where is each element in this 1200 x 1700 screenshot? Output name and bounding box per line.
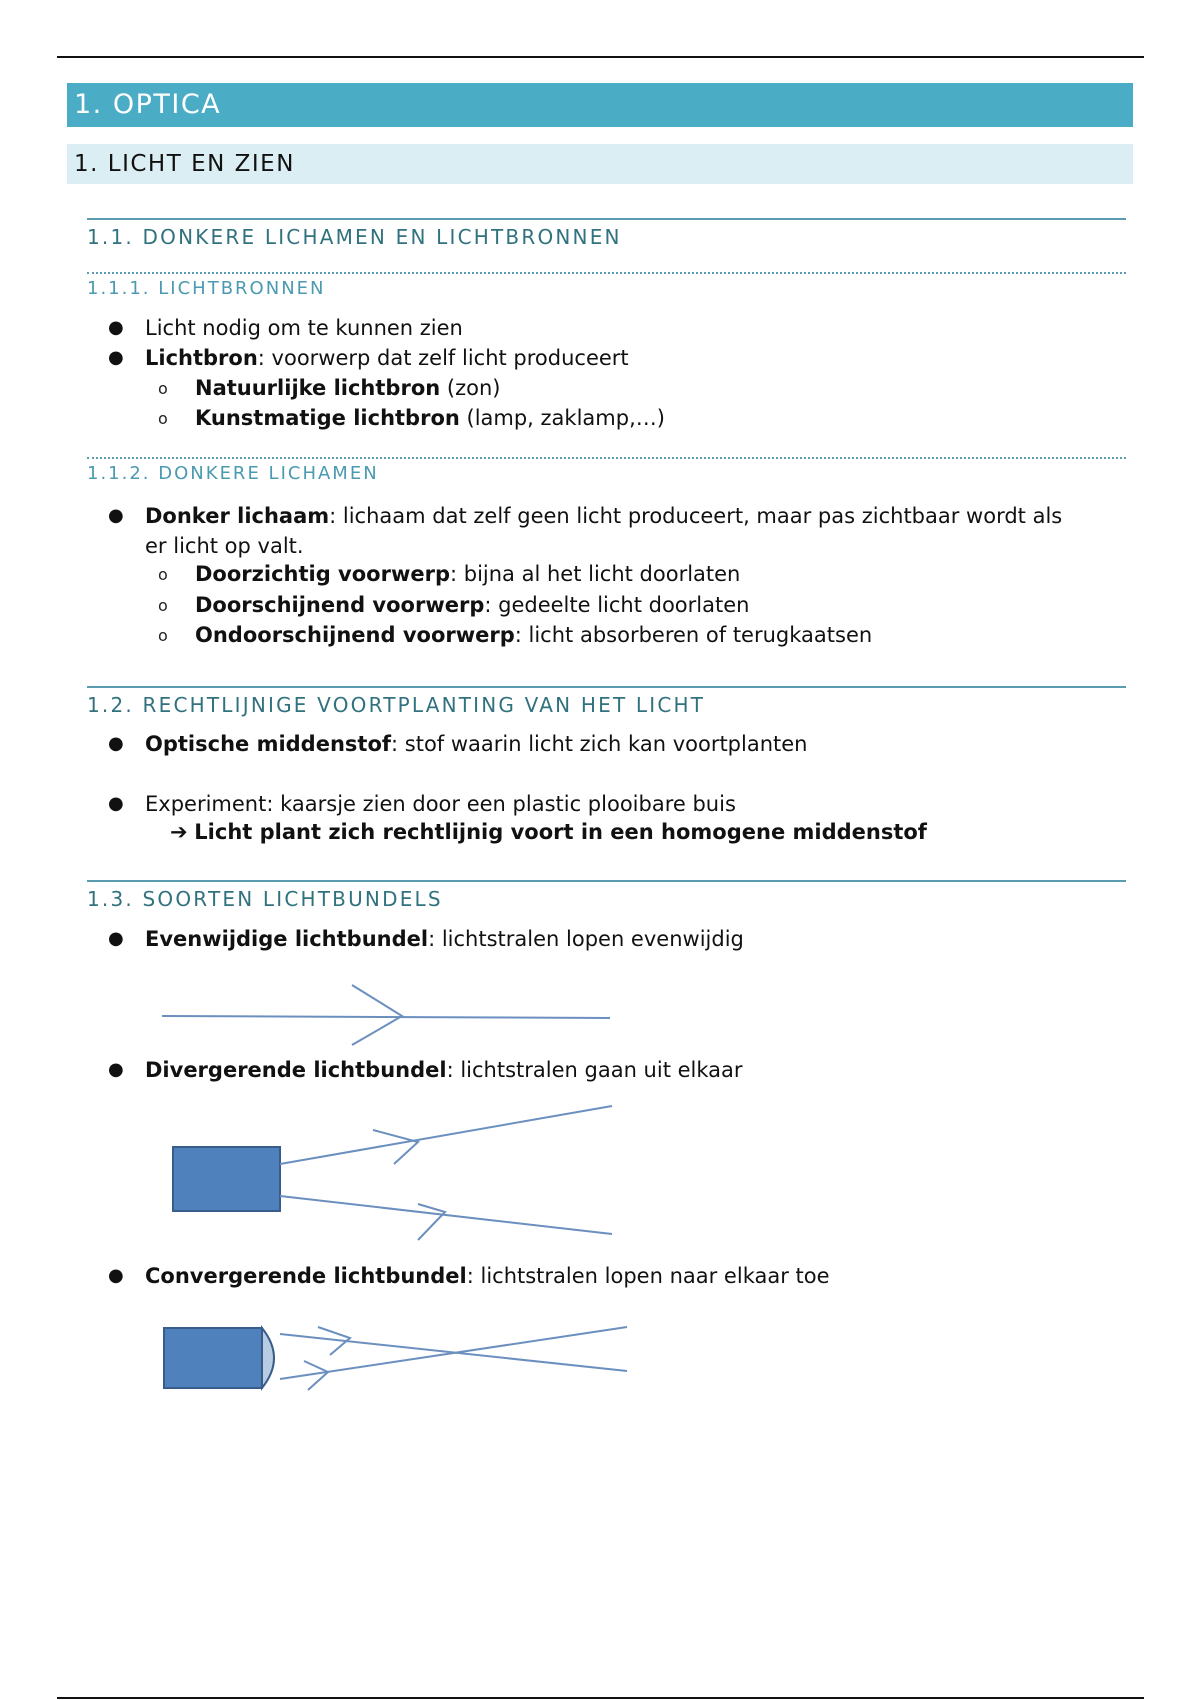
sub-bullet-icon: o	[158, 626, 168, 645]
sub-bullet-icon: o	[158, 596, 168, 615]
chapter-heading: 1. OPTICA	[67, 83, 1133, 127]
sub-list-item: Doorzichtig voorwerp: bijna al het licht doorlaten	[195, 562, 741, 586]
sub-bullet-icon: o	[158, 379, 168, 398]
page-header-rule	[57, 56, 1144, 58]
conclusion-text: Licht plant zich rechtlijnig voort in een homogene middenstof	[194, 820, 927, 844]
bullet-icon: ●	[108, 317, 124, 338]
page-footer-rule	[57, 1697, 1144, 1699]
heading-1-1-1	[87, 272, 1126, 299]
converging-beam-diagram	[150, 1315, 640, 1395]
sub-list-item: Kunstmatige lichtbron (lamp, zaklamp,…)	[195, 406, 665, 430]
sub-list-item: Ondoorschijnend voorwerp: licht absorberen of terugkaatsen	[195, 623, 873, 647]
light-source-box	[164, 1328, 262, 1388]
heading-1-1-2	[87, 457, 1126, 484]
heading-1-2: 1.2. RECHTLIJNIGE VOORTPLANTING VAN HET LICHT	[87, 686, 1126, 717]
light-source-box	[173, 1147, 280, 1211]
light-ray	[162, 1016, 610, 1018]
list-item: Donker lichaam: lichaam dat zelf geen licht produceert, maar pas zichtbaar wordt als	[145, 504, 1063, 528]
list-item: Licht nodig om te kunnen zien	[145, 316, 463, 340]
bullet-icon: ●	[108, 505, 124, 526]
bullet-icon: ●	[108, 1059, 124, 1080]
heading-1-1-2-title: DONKERE LICHAMEN	[158, 463, 379, 484]
arrow-icon: ➔	[170, 820, 188, 844]
bullet-icon: ●	[108, 347, 124, 368]
list-item: Lichtbron: voorwerp dat zelf licht produceert	[145, 346, 629, 370]
sub-bullet-icon: o	[158, 565, 168, 584]
light-ray	[280, 1106, 612, 1164]
conclusion-line	[170, 817, 927, 847]
heading-1-1: 1.1. DONKERE LICHAMEN EN LICHTBRONNEN	[87, 218, 1126, 249]
bullet-icon: ●	[108, 793, 124, 814]
parallel-beam-diagram	[150, 975, 620, 1050]
lens-shape	[262, 1328, 274, 1388]
section-heading: 1. LICHT EN ZIEN	[67, 144, 1133, 184]
sub-bullet-icon: o	[158, 409, 168, 428]
sub-list-item: Doorschijnend voorwerp: gedeelte licht doorlaten	[195, 593, 750, 617]
heading-1-1-1-number: 1.1.1.	[87, 278, 151, 299]
diverging-beam-diagram	[160, 1100, 630, 1245]
arrowhead-icon	[352, 985, 402, 1045]
list-item: Divergerende lichtbundel: lichtstralen gaan uit elkaar	[145, 1058, 743, 1082]
list-item-continuation: er licht op valt.	[145, 534, 304, 558]
arrowhead-icon	[318, 1327, 350, 1355]
list-item: Experiment: kaarsje zien door een plastic plooibare buis	[145, 792, 736, 816]
bullet-icon: ●	[108, 1265, 124, 1286]
list-item: Optische middenstof: stof waarin licht zich kan voortplanten	[145, 732, 808, 756]
bullet-icon: ●	[108, 928, 124, 949]
bullet-icon: ●	[108, 733, 124, 754]
list-item: Convergerende lichtbundel: lichtstralen lopen naar elkaar toe	[145, 1264, 830, 1288]
arrowhead-icon	[418, 1204, 445, 1240]
sub-list-item: Natuurlijke lichtbron (zon)	[195, 376, 501, 400]
heading-1-1-1-title: LICHTBRONNEN	[158, 278, 326, 299]
list-item: Evenwijdige lichtbundel: lichtstralen lopen evenwijdig	[145, 927, 744, 951]
heading-1-3: 1.3. SOORTEN LICHTBUNDELS	[87, 880, 1126, 911]
heading-1-1-2-number: 1.1.2.	[87, 463, 151, 484]
light-ray	[280, 1196, 612, 1234]
